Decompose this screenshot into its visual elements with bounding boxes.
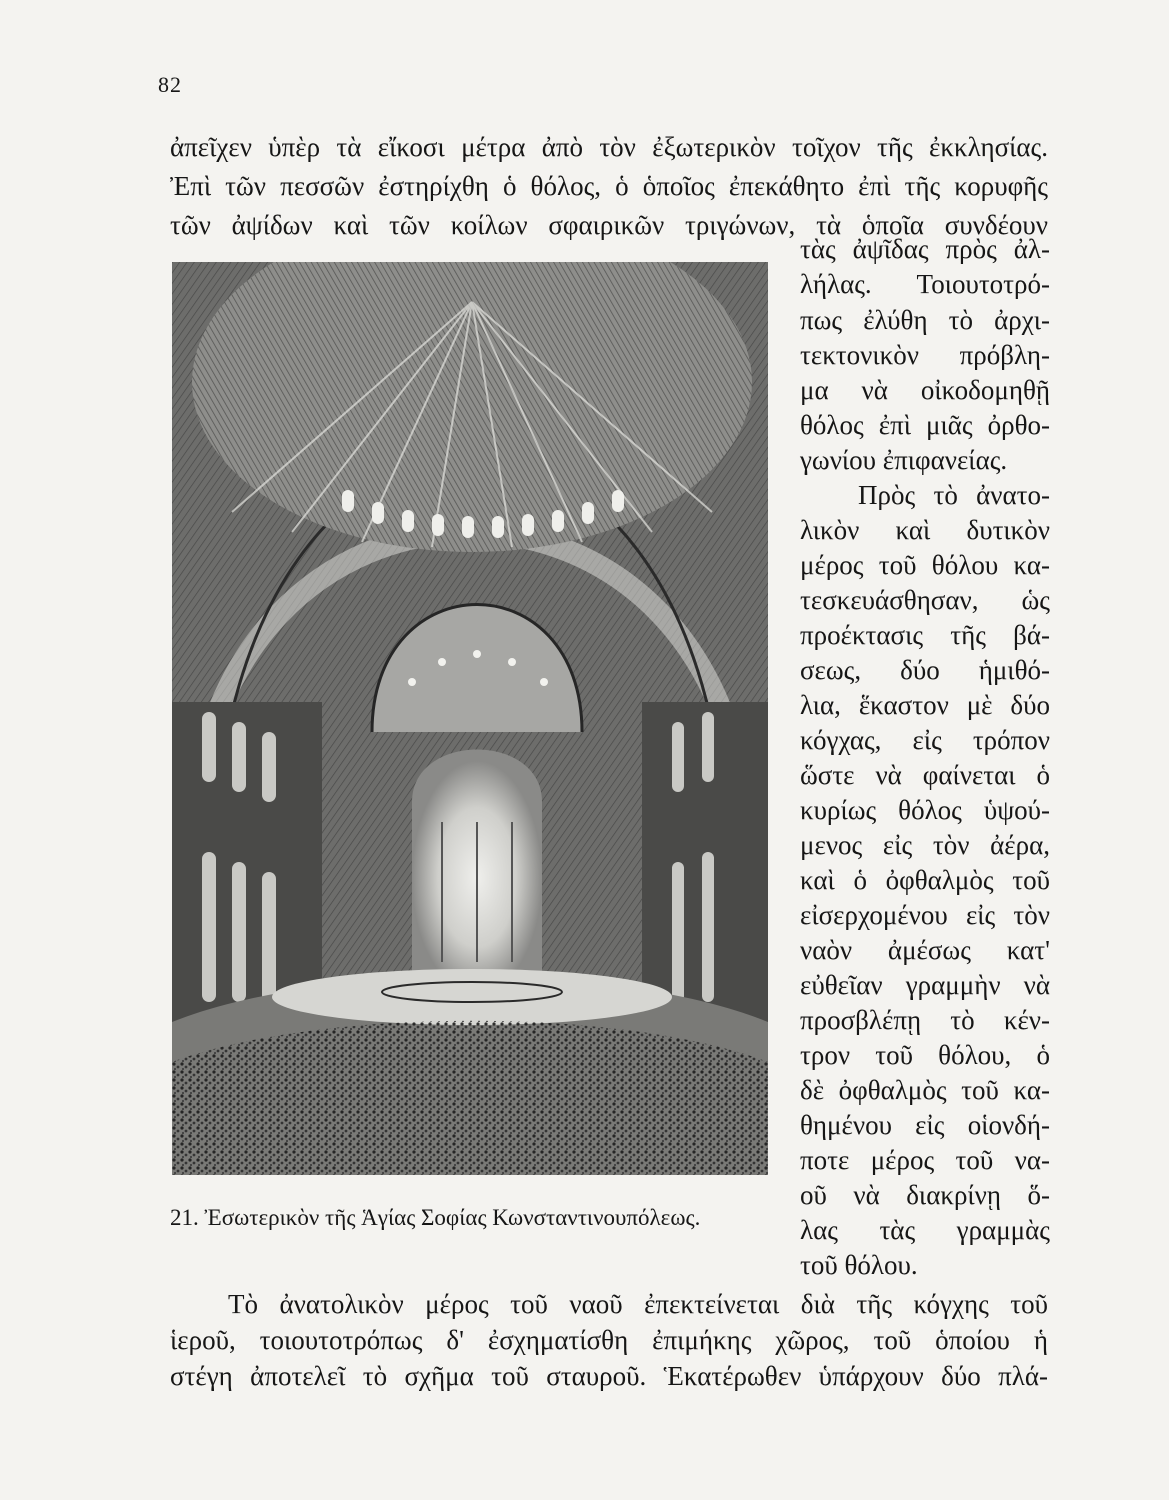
text-line: ἱεροῦ, τοιουτοτρόπως δ' ἐσχηματίσθη ἐπιμήκης χῶρος, τοῦ ὁποίου ἡ — [170, 1325, 1048, 1355]
text-line: Ἐπὶ τῶν πεσσῶν ἐστηρίχθη ὁ θόλος, ὁ ὁποῖος ἐπεκάθητο ἐπὶ τῆς κορυφῆς — [170, 171, 1048, 201]
text-line: ὥστε νὰ φαίνεται ὁ — [800, 760, 1050, 790]
text-line: ναὸν ἀμέσως κατ' — [800, 935, 1050, 965]
text-line: εὐθεῖαν γραμμὴν νὰ — [800, 970, 1050, 1000]
text-line: τῶν ἀψίδων καὶ τῶν κοίλων σφαιρικῶν τριγώνων, τὰ ὁποῖα συνδέουν — [170, 210, 1048, 240]
text-line: θημένου εἰς οἱονδή- — [800, 1110, 1050, 1140]
text-line: λας τὰς γραμμὰς — [800, 1215, 1050, 1245]
text-line: τρον τοῦ θόλου, ὁ — [800, 1040, 1050, 1070]
text-line: εἰσερχομένου εἰς τὸν — [800, 900, 1050, 930]
text-line: σεως, δύο ἡμιθό- — [800, 655, 1050, 685]
text-line: τεκτονικὸν πρόβλη- — [800, 340, 1050, 370]
engraving-illustration — [172, 262, 768, 1175]
text-line: Τὸ ἀνατολικὸν μέρος τοῦ ναοῦ ἐπεκτείνεται διὰ τῆς κόγχης τοῦ — [228, 1289, 1048, 1319]
text-line: λια, ἕκαστον μὲ δύο — [800, 690, 1050, 720]
text-line: μενος εἰς τὸν ἀέρα, — [800, 830, 1050, 860]
text-line: πως ἐλύθη τὸ ἀρχι- — [800, 305, 1050, 335]
text-line: προέκτασις τῆς βά- — [800, 620, 1050, 650]
text-line: λικὸν καὶ δυτικὸν — [800, 515, 1050, 545]
text-line: θόλος ἐπὶ μιᾶς ὀρθο- — [800, 410, 1050, 440]
text-line: γωνίου ἐπιφανείας. — [800, 445, 1008, 475]
page-number: 82 — [158, 72, 182, 97]
text-line: κυρίως θόλος ὑψού- — [800, 795, 1050, 825]
text-line: μα νὰ οἰκοδομηθῇ — [800, 375, 1050, 405]
text-line: μέρος τοῦ θόλου κα- — [800, 550, 1050, 580]
text-line: ποτε μέρος τοῦ να- — [800, 1145, 1050, 1175]
text-line: προσβλέπῃ τὸ κέν- — [800, 1005, 1050, 1035]
text-line: στέγη ἀποτελεῖ τὸ σχῆμα τοῦ σταυροῦ. Ἑκατέρωθεν ὑπάρχουν δύο πλά- — [170, 1361, 1048, 1391]
figure-caption: 21. Ἐσωτερικὸν τῆς Ἁγίας Σοφίας Κωνσταντινουπόλεως. — [170, 1205, 701, 1230]
text-line: οῦ νὰ διακρίνῃ ὅ- — [800, 1180, 1050, 1210]
text-line: λήλας. Τοιουτοτρό- — [800, 269, 1050, 299]
text-line: τὰς ἀψῖδας πρὸς ἀλ- — [800, 234, 1050, 264]
text-line: τεσκευάσθησαν, ὡς — [800, 585, 1050, 615]
text-line: ἀπεῖχεν ὑπὲρ τὰ εἴκοσι μέτρα ἀπὸ τὸν ἐξωτερικὸν τοῖχον τῆς ἐκκλησίας. — [170, 132, 1048, 162]
text-line: δὲ ὀφθαλμὸς τοῦ κα- — [800, 1075, 1050, 1105]
text-line: τοῦ θόλου. — [800, 1250, 918, 1280]
text-line: καὶ ὁ ὀφθαλμὸς τοῦ — [800, 865, 1050, 895]
text-line: Πρὸς τὸ ἀνατο- — [858, 480, 1050, 510]
text-line: κόγχας, εἰς τρόπον — [800, 725, 1050, 755]
